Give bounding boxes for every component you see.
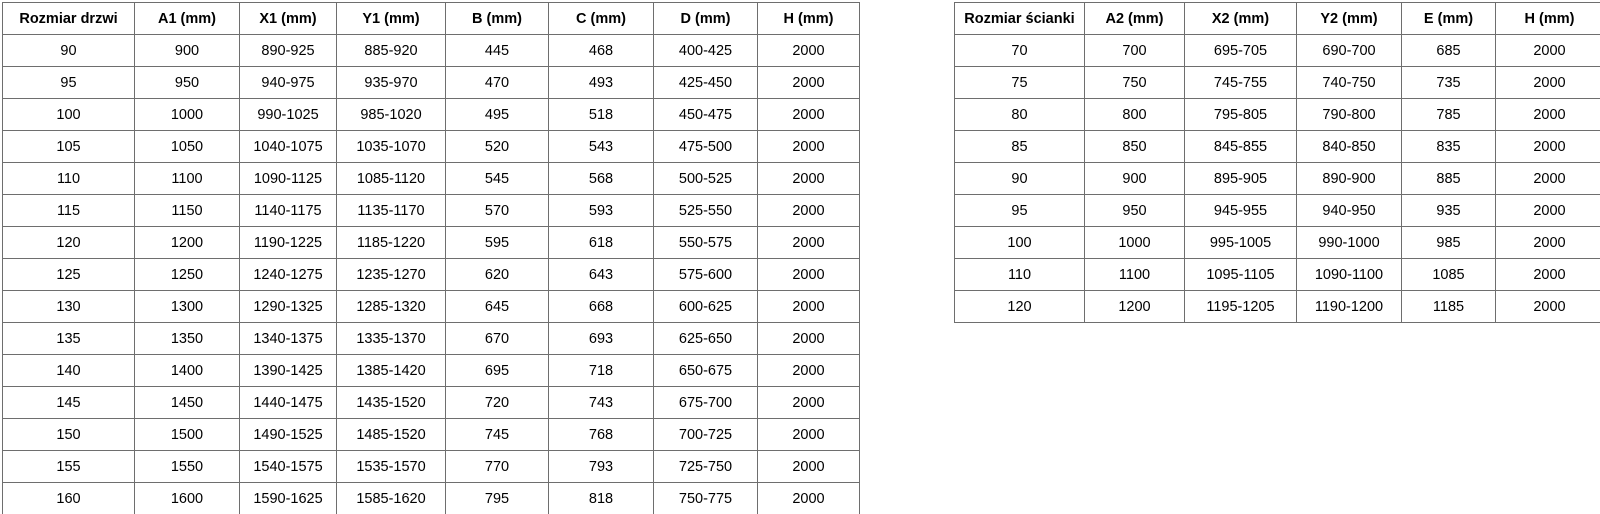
- column-header: Y2 (mm): [1297, 3, 1402, 35]
- table-cell: 695-705: [1185, 35, 1297, 67]
- table-cell: 525-550: [654, 195, 758, 227]
- column-header: A2 (mm): [1085, 3, 1185, 35]
- table-cell: 743: [549, 387, 654, 419]
- table-cell: 1050: [135, 131, 240, 163]
- table-cell: 795-805: [1185, 99, 1297, 131]
- table-cell: 400-425: [654, 35, 758, 67]
- column-header: H (mm): [758, 3, 860, 35]
- table-cell: 1235-1270: [337, 259, 446, 291]
- table-cell: 950: [135, 67, 240, 99]
- table-cell: 818: [549, 483, 654, 514]
- header-row: [3, 3, 860, 35]
- column-header: X2 (mm): [1185, 3, 1297, 35]
- table-cell: 85: [955, 131, 1085, 163]
- table-cell: 130: [3, 291, 135, 323]
- table-cell: 1440-1475: [240, 387, 337, 419]
- table-cell: 140: [3, 355, 135, 387]
- table-cell: 70: [955, 35, 1085, 67]
- table-cell: 750: [1085, 67, 1185, 99]
- table-cell: 700: [1085, 35, 1185, 67]
- table-cell: 1240-1275: [240, 259, 337, 291]
- table-cell: 785: [1402, 99, 1496, 131]
- table-cell: 750-775: [654, 483, 758, 514]
- table-row: [3, 35, 860, 67]
- table-cell: 518: [549, 99, 654, 131]
- table-row: [3, 67, 860, 99]
- table-cell: 90: [955, 163, 1085, 195]
- column-header: X1 (mm): [240, 3, 337, 35]
- table-cell: 1190-1200: [1297, 291, 1402, 323]
- table-cell: 695: [446, 355, 549, 387]
- door-dimensions-table: [2, 2, 860, 514]
- table-cell: 120: [955, 291, 1085, 323]
- table-cell: 2000: [758, 163, 860, 195]
- table-cell: 945-955: [1185, 195, 1297, 227]
- table-cell: 2000: [758, 291, 860, 323]
- table-cell: 745-755: [1185, 67, 1297, 99]
- table-cell: 690-700: [1297, 35, 1402, 67]
- table-cell: 995-1005: [1185, 227, 1297, 259]
- table-cell: 740-750: [1297, 67, 1402, 99]
- table-cell: 2000: [1496, 195, 1600, 227]
- table-cell: 90: [3, 35, 135, 67]
- table-cell: 425-450: [654, 67, 758, 99]
- table-cell: 110: [3, 163, 135, 195]
- table-cell: 725-750: [654, 451, 758, 483]
- table-cell: 835: [1402, 131, 1496, 163]
- table-cell: 985-1020: [337, 99, 446, 131]
- table-cell: 718: [549, 355, 654, 387]
- table-cell: 2000: [758, 67, 860, 99]
- table-cell: 145: [3, 387, 135, 419]
- wall-dimensions-table: [954, 2, 1600, 323]
- table-row: [955, 99, 1600, 131]
- table-cell: 643: [549, 259, 654, 291]
- table-cell: 1195-1205: [1185, 291, 1297, 323]
- table-cell: 2000: [1496, 67, 1600, 99]
- table-cell: 1450: [135, 387, 240, 419]
- table-row: [955, 35, 1600, 67]
- table-cell: 1085-1120: [337, 163, 446, 195]
- table-cell: 595: [446, 227, 549, 259]
- table-cell: 940-975: [240, 67, 337, 99]
- table-cell: 120: [3, 227, 135, 259]
- column-header: A1 (mm): [135, 3, 240, 35]
- table-cell: 2000: [1496, 99, 1600, 131]
- table-cell: 125: [3, 259, 135, 291]
- table-cell: 543: [549, 131, 654, 163]
- table-cell: 890-900: [1297, 163, 1402, 195]
- table-cell: 670: [446, 323, 549, 355]
- table-cell: 575-600: [654, 259, 758, 291]
- table-cell: 2000: [758, 195, 860, 227]
- table-cell: 1150: [135, 195, 240, 227]
- table-cell: 80: [955, 99, 1085, 131]
- table-cell: 895-905: [1185, 163, 1297, 195]
- table-cell: 1490-1525: [240, 419, 337, 451]
- table-cell: 990-1025: [240, 99, 337, 131]
- table-cell: 2000: [758, 131, 860, 163]
- table-cell: 1350: [135, 323, 240, 355]
- table-cell: 885-920: [337, 35, 446, 67]
- table-row: [955, 195, 1600, 227]
- table-cell: 2000: [1496, 227, 1600, 259]
- table-cell: 685: [1402, 35, 1496, 67]
- table-row: [3, 419, 860, 451]
- table-cell: 2000: [758, 483, 860, 514]
- table-cell: 550-575: [654, 227, 758, 259]
- table-cell: 935: [1402, 195, 1496, 227]
- table-cell: 115: [3, 195, 135, 227]
- table-cell: 793: [549, 451, 654, 483]
- table-cell: 105: [3, 131, 135, 163]
- column-header: D (mm): [654, 3, 758, 35]
- table-cell: 1100: [1085, 259, 1185, 291]
- table-cell: 625-650: [654, 323, 758, 355]
- table-cell: 1390-1425: [240, 355, 337, 387]
- table-cell: 1485-1520: [337, 419, 446, 451]
- table-cell: 1000: [1085, 227, 1185, 259]
- table-cell: 795: [446, 483, 549, 514]
- table-cell: 450-475: [654, 99, 758, 131]
- table-cell: 2000: [1496, 131, 1600, 163]
- table-cell: 1340-1375: [240, 323, 337, 355]
- table-cell: 2000: [758, 227, 860, 259]
- table-cell: 935-970: [337, 67, 446, 99]
- table-row: [3, 387, 860, 419]
- table-cell: 150: [3, 419, 135, 451]
- table-cell: 745: [446, 419, 549, 451]
- table-cell: 1035-1070: [337, 131, 446, 163]
- table-cell: 1435-1520: [337, 387, 446, 419]
- table-row: [955, 131, 1600, 163]
- table-cell: 500-525: [654, 163, 758, 195]
- table-cell: 1540-1575: [240, 451, 337, 483]
- table-row: [3, 131, 860, 163]
- table-cell: 1040-1075: [240, 131, 337, 163]
- table-cell: 155: [3, 451, 135, 483]
- column-header: E (mm): [1402, 3, 1496, 35]
- column-header: Rozmiar ścianki: [955, 3, 1085, 35]
- table-cell: 110: [955, 259, 1085, 291]
- table-cell: 545: [446, 163, 549, 195]
- table-cell: 2000: [758, 259, 860, 291]
- column-header: Y1 (mm): [337, 3, 446, 35]
- table-row: [3, 195, 860, 227]
- table-cell: 468: [549, 35, 654, 67]
- table-row: [3, 163, 860, 195]
- table-cell: 1500: [135, 419, 240, 451]
- table-cell: 95: [955, 195, 1085, 227]
- table-cell: 100: [955, 227, 1085, 259]
- table-cell: 1135-1170: [337, 195, 446, 227]
- table-row: [3, 451, 860, 483]
- table-cell: 600-625: [654, 291, 758, 323]
- table-cell: 75: [955, 67, 1085, 99]
- table-cell: 1385-1420: [337, 355, 446, 387]
- column-header: C (mm): [549, 3, 654, 35]
- table-cell: 95: [3, 67, 135, 99]
- column-header: Rozmiar drzwi: [3, 3, 135, 35]
- table-cell: 493: [549, 67, 654, 99]
- table-cell: 940-950: [1297, 195, 1402, 227]
- table-cell: 720: [446, 387, 549, 419]
- table-cell: 1095-1105: [1185, 259, 1297, 291]
- table-row: [955, 259, 1600, 291]
- table-row: [3, 355, 860, 387]
- table-cell: 845-855: [1185, 131, 1297, 163]
- table-cell: 1000: [135, 99, 240, 131]
- table-cell: 1185-1220: [337, 227, 446, 259]
- table-cell: 1285-1320: [337, 291, 446, 323]
- table-cell: 650-675: [654, 355, 758, 387]
- column-header: B (mm): [446, 3, 549, 35]
- table-row: [955, 163, 1600, 195]
- table-cell: 2000: [758, 451, 860, 483]
- table-cell: 2000: [758, 323, 860, 355]
- table-row: [3, 259, 860, 291]
- table-cell: 840-850: [1297, 131, 1402, 163]
- table-cell: 850: [1085, 131, 1185, 163]
- table-cell: 1550: [135, 451, 240, 483]
- column-header: H (mm): [1496, 3, 1600, 35]
- table-cell: 900: [135, 35, 240, 67]
- table-cell: 2000: [758, 355, 860, 387]
- table-cell: 990-1000: [1297, 227, 1402, 259]
- table-cell: 1585-1620: [337, 483, 446, 514]
- table-row: [3, 99, 860, 131]
- table-cell: 495: [446, 99, 549, 131]
- table-cell: 100: [3, 99, 135, 131]
- table-cell: 470: [446, 67, 549, 99]
- table-cell: 1400: [135, 355, 240, 387]
- table-cell: 2000: [758, 387, 860, 419]
- table-cell: 645: [446, 291, 549, 323]
- table-cell: 675-700: [654, 387, 758, 419]
- table-cell: 800: [1085, 99, 1185, 131]
- table-cell: 1200: [1085, 291, 1185, 323]
- table-cell: 1590-1625: [240, 483, 337, 514]
- table-cell: 2000: [758, 99, 860, 131]
- table-cell: 570: [446, 195, 549, 227]
- table-cell: 593: [549, 195, 654, 227]
- table-row: [955, 291, 1600, 323]
- table-cell: 2000: [1496, 259, 1600, 291]
- table-cell: 770: [446, 451, 549, 483]
- table-cell: 1250: [135, 259, 240, 291]
- table-cell: 890-925: [240, 35, 337, 67]
- table-cell: 1090-1125: [240, 163, 337, 195]
- table-cell: 1300: [135, 291, 240, 323]
- table-cell: 620: [446, 259, 549, 291]
- table-cell: 1335-1370: [337, 323, 446, 355]
- table-cell: 445: [446, 35, 549, 67]
- table-row: [3, 483, 860, 514]
- table-row: [955, 67, 1600, 99]
- table-cell: 618: [549, 227, 654, 259]
- table-cell: 1290-1325: [240, 291, 337, 323]
- table-cell: 1535-1570: [337, 451, 446, 483]
- table-row: [3, 227, 860, 259]
- header-row: [955, 3, 1600, 35]
- table-cell: 2000: [1496, 163, 1600, 195]
- table-cell: 1090-1100: [1297, 259, 1402, 291]
- table-cell: 985: [1402, 227, 1496, 259]
- table-cell: 950: [1085, 195, 1185, 227]
- table-cell: 568: [549, 163, 654, 195]
- table-cell: 668: [549, 291, 654, 323]
- table-cell: 475-500: [654, 131, 758, 163]
- table-cell: 2000: [1496, 35, 1600, 67]
- table-cell: 1100: [135, 163, 240, 195]
- table-row: [3, 291, 860, 323]
- table-cell: 735: [1402, 67, 1496, 99]
- table-cell: 885: [1402, 163, 1496, 195]
- table-cell: 700-725: [654, 419, 758, 451]
- table-cell: 2000: [758, 419, 860, 451]
- table-cell: 2000: [758, 35, 860, 67]
- table-cell: 2000: [1496, 291, 1600, 323]
- table-cell: 1185: [1402, 291, 1496, 323]
- table-row: [955, 227, 1600, 259]
- table-cell: 693: [549, 323, 654, 355]
- table-cell: 1140-1175: [240, 195, 337, 227]
- table-cell: 1600: [135, 483, 240, 514]
- table-cell: 1190-1225: [240, 227, 337, 259]
- table-cell: 900: [1085, 163, 1185, 195]
- table-cell: 135: [3, 323, 135, 355]
- table-cell: 520: [446, 131, 549, 163]
- table-cell: 1200: [135, 227, 240, 259]
- table-row: [3, 323, 860, 355]
- table-cell: 768: [549, 419, 654, 451]
- table-cell: 790-800: [1297, 99, 1402, 131]
- table-cell: 1085: [1402, 259, 1496, 291]
- table-cell: 160: [3, 483, 135, 514]
